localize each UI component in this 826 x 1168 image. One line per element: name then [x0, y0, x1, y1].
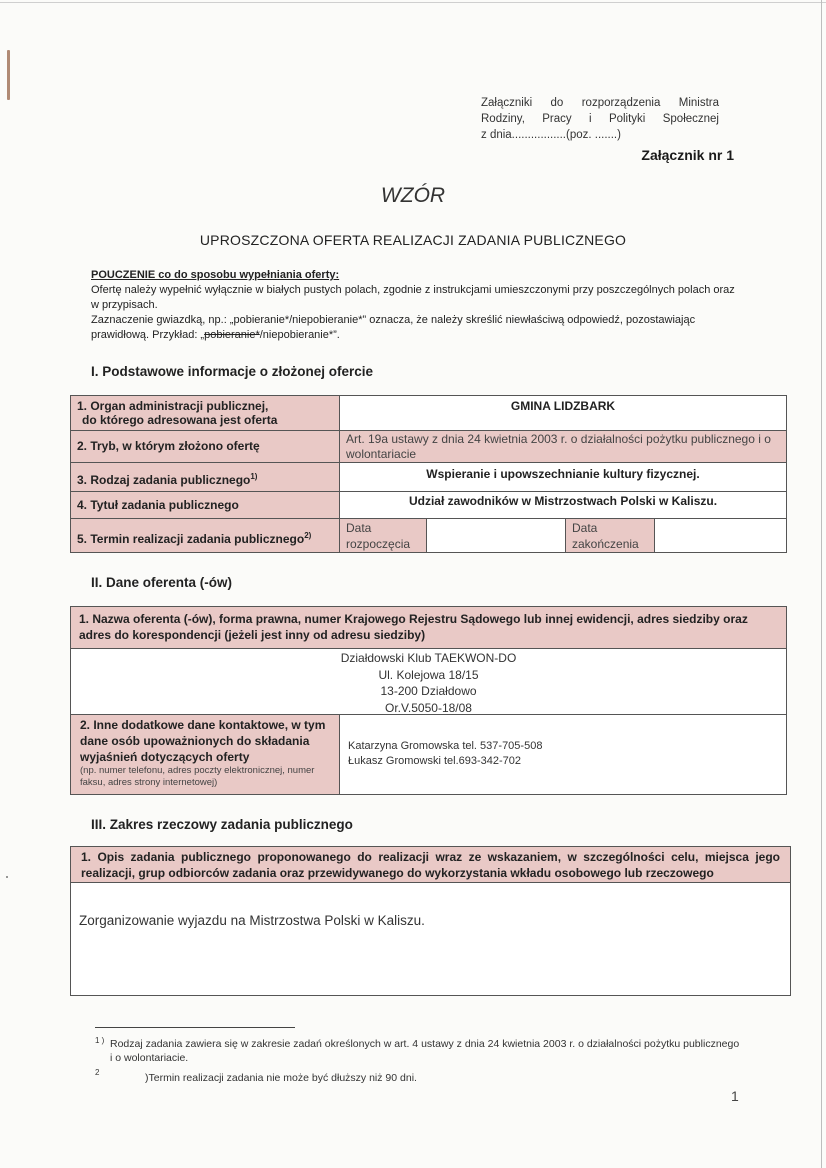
attachment-number: Załącznik nr 1	[641, 147, 734, 163]
footnote-ref-1: 1)	[250, 472, 258, 481]
start-date-label	[339, 518, 427, 553]
scan-edge-top	[0, 2, 826, 3]
instructions-line-1: Ofertę należy wypełnić wyłącznie w białych pustych polach, zgodnie z instrukcjami umieszczonymi przy poszczególnych polach oraz w przypisach.	[91, 284, 735, 311]
organ-label-line-1: 1. Organ administracji publicznej,	[77, 399, 269, 413]
offeror-detail-line: 13-200 Działdowo	[380, 684, 477, 698]
contact-label-text: 2. Inne dodatkowe dane kontaktowe, w tym dane osób upoważnionych do składania wyjaśnień dotyczących oferty	[80, 718, 326, 764]
scan-edge-right	[821, 0, 822, 1168]
footnote-ref-2: 2)	[304, 531, 312, 540]
task-description-label: 1. Opis zadania publicznego proponowanego do realizacji wraz ze wskazaniem, w szczególności celu, miejsca jego realizacji, grup odbiorców zadania oraz przewidywanego do wykorzystania wkładu osobowego lub rzeczowego	[70, 846, 791, 883]
organ-label	[70, 395, 340, 431]
contact-label	[70, 714, 340, 795]
contact-person-2: Łukasz Gromowski tel.693-342-702	[348, 755, 522, 767]
section-1-heading: I. Podstawowe informacje o złożonej ofercie	[91, 364, 374, 379]
section-3-heading: III. Zakres rzeczowy zadania publicznego	[91, 817, 353, 832]
mode-label: 2. Tryb, w którym złożono ofertę	[70, 430, 340, 463]
mode-value: Art. 19a ustawy z dnia 24 kwietnia 2003 r. o działalności pożytku publicznego i o wolontariacie	[339, 430, 787, 463]
end-date-label-line-1: Data	[572, 521, 598, 535]
instructions-example-rest: /niepobieranie*”.	[259, 329, 340, 341]
task-description-value: Zorganizowanie wyjazdu na Mistrzostwa Polski w Kaliszu.	[70, 882, 791, 996]
task-title-value: Udział zawodników w Mistrzostwach Polski w Kaliszu.	[339, 491, 787, 519]
footnote-2-text: )Termin realizacji zadania nie może być dłuższy niż 90 dni.	[145, 1072, 417, 1084]
task-type-value: Wspieranie i upowszechnianie kultury fizycznej.	[339, 462, 787, 492]
instructions-line-2: Zaznaczenie gwiazdką, np.: „pobieranie*/niepobieranie*” oznacza, że należy skreślić niewłaściwą odpowiedź, pozostawiając prawidłową. Przykład: „	[91, 314, 696, 341]
start-date-field[interactable]	[426, 518, 566, 553]
footnote-divider	[95, 1027, 295, 1028]
start-date-label-line-2: rozpoczęcia	[346, 537, 411, 551]
page-number: 1	[731, 1088, 739, 1104]
organ-value: GMINA LIDZBARK	[339, 395, 787, 431]
instructions-example-struck: pobieranie*	[204, 329, 260, 341]
contact-person-1: Katarzyna Gromowska tel. 537-705-508	[348, 740, 543, 752]
end-date-label	[565, 518, 655, 553]
attachment-note	[481, 95, 719, 143]
offeror-detail-line: Ul. Kolejowa 18/15	[378, 667, 479, 682]
instructions	[91, 268, 735, 343]
start-date-label-line-1: Data	[346, 521, 372, 535]
attachment-note-line: Załączniki do rozporządzenia Ministra	[481, 97, 719, 109]
section-2-heading: II. Dane oferenta (-ów)	[91, 575, 233, 590]
task-type-label-text: 3. Rodzaj zadania publicznego	[77, 473, 251, 487]
task-type-label	[70, 462, 340, 492]
footnote-1-text: Rodzaj zadania zawiera się w zakresie zadań określonych w art. 4 ustawy z dnia 24 kwietnia 2003 r. o działalności pożytku publicznego i o wolontariacie.	[110, 1038, 740, 1064]
end-date-field[interactable]	[654, 518, 787, 553]
offeror-name-label: 1. Nazwa oferenta (-ów), forma prawna, numer Krajowego Rejestru Sądowego lub innej ewidencji, adres siedziby oraz adres do korespondencji (jeżeli jest inny od adresu siedziby)	[70, 606, 787, 649]
contact-value	[339, 714, 787, 795]
offeror-detail-line: Działdowski Klub TAEKWON-DO	[340, 651, 517, 665]
template-label: WZÓR	[380, 184, 446, 207]
attachment-note-line: z dnia.................(poz. .......)	[481, 129, 621, 141]
offeror-details	[70, 648, 787, 715]
scan-dot	[6, 876, 8, 878]
punch-mark	[7, 50, 10, 100]
footnote-2-mark: 2	[95, 1068, 100, 1077]
instructions-heading: POUCZENIE co do sposobu wypełniania oferty:	[91, 269, 340, 281]
end-date-label-line-2: zakończenia	[572, 537, 639, 551]
task-title-label: 4. Tytuł zadania publicznego	[70, 491, 340, 519]
contact-label-hint: (np. numer telefonu, adres poczty elektronicznej, numer faksu, adres strony internetowej)	[80, 765, 315, 788]
attachment-note-line: Rodziny, Pracy i Polityki Społecznej	[481, 113, 719, 125]
document-title: UPROSZCZONA OFERTA REALIZACJI ZADANIA PUBLICZNEGO	[199, 232, 627, 248]
term-label-text: 5. Termin realizacji zadania publicznego	[77, 532, 305, 546]
organ-label-line-2: do którego adresowana jest oferta	[82, 413, 278, 427]
footnote-1-mark: 1 )	[95, 1036, 105, 1045]
offeror-detail-line: Or.V.5050-18/08	[385, 700, 472, 715]
term-label	[70, 518, 340, 553]
